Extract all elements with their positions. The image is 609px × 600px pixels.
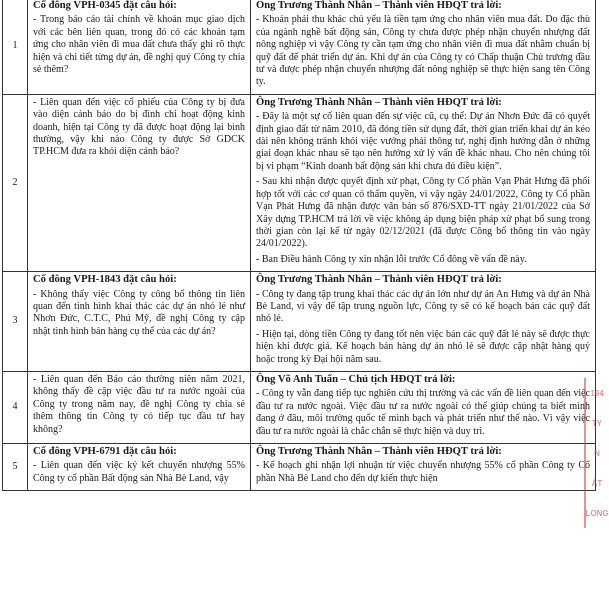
company-seal (584, 378, 608, 528)
question-cell (28, 371, 251, 443)
qa-table (2, 0, 596, 491)
answer-paragraph: - Sau khi nhận được quyết định xử phạt, Công ty Cổ phần Vạn Phát Hưng đã phối hợp tốt với các cơ quan có thẩm quyền, vì vậy ngày 24/01/2022, Công ty Cổ phần Vạn Phát Hưng đã nhận được văn bản số 876/SXD-TT ngày 21/01/2022 của Sở Xây dựng TP.HCM trả lời về việc không áp dụng biện pháp xử phạt bổ sung trong thời gian còn lại kể từ ngày 02/12/2021 (đã được Công bố thông tin vào ngày 24/01/2022). (256, 176, 590, 250)
question-cell (28, 444, 251, 491)
qa-row (3, 444, 596, 491)
answer-header: Ông Võ Anh Tuấn – Chủ tịch HĐQT trả lời: (256, 373, 456, 385)
row-number: 2 (3, 94, 28, 271)
seal-text: LONG (585, 508, 609, 518)
question-header: Cổ đông VPH-1843 đặt câu hỏi: (33, 274, 177, 286)
qa-row (3, 371, 596, 443)
question-cell (28, 0, 251, 94)
question-header: Cổ đông VPH-0345 đặt câu hỏi: (33, 0, 177, 11)
answer-cell (251, 272, 596, 372)
question-cell (28, 272, 251, 372)
answer-paragraph: - Hiện tại, dòng tiền Công ty đang tốt nên việc bán các quỹ đất lẻ này sẽ được thực hiện khi được giá. Kế hoạch bán hàng dự án nhỏ lẻ sẽ được cập nhật hàng quý hoặc trong kỳ Đại hội năm sau. (256, 328, 590, 365)
row-number: 3 (3, 272, 28, 372)
row-number: 4 (3, 371, 28, 443)
answer-header: Ông Trương Thành Nhân – Thành viên HĐQT trả lời: (256, 0, 502, 11)
answer-cell (251, 444, 596, 491)
row-number: 1 (3, 0, 28, 94)
question-cell (28, 94, 251, 271)
question-text: - Không thấy việc Công ty công bố thông tin liên quan đến tình hình khai thác các dự án nhỏ lẻ như Nhơn Đức, C.T.C, Phú Mỹ, đề nghị Công ty cập nhật tình hình bán hàng cụ thể của các dự án? (33, 288, 245, 337)
seal-text: ÁT (591, 478, 603, 488)
answer-paragraph: - Khoản phải thu khác chủ yếu là tiền tạm ứng cho nhân viên mua đất. Do đặc thù của ngành nghề bất động sản, Công ty chưa được phép nhận chuyển nhượng đất nông nghiệp vì vậy Công ty cần tạm ứng cho nhân viên đi mua đất nhằm chuẩn bị quỹ đất để phát triển dự án. Khi dự án của Công ty có Chấp thuận Chủ trương đầu tư và được phép nhận chuyển nhượng đất nông nghiệp sẽ thực hiện sang tên Công ty. (256, 14, 590, 88)
answer-paragraph: - Kế hoạch ghi nhận lợi nhuận từ việc chuyển nhượng 55% cổ phần Công ty Cổ phần Nhà Bè Land cho đến dự kiến thực hiện (256, 460, 590, 484)
answer-header: Ông Trương Thành Nhân – Thành viên HĐQT trả lời: (256, 446, 502, 457)
answer-paragraph: - Công ty đang tập trung khai thác các dự án lớn như dự án An Hưng và dự án Nhà Bè Land, vì vậy để tập trung nguồn lực, Công ty sẽ có kế hoạch bán các quỹ đất nhỏ lẻ. (256, 288, 590, 325)
question-text: - Trong báo cáo tài chính về khoản mục giao dịch với các bên liên quan, trong đó có các khoản tạm ứng cho nhân viên đi mua đất chưa thấy ghi rõ thực hiện và chi tiết từng dự án, đề nghị quý Công ty chia sẻ thêm? (33, 14, 245, 76)
seal-text: TY (591, 418, 603, 428)
answer-cell (251, 94, 596, 271)
answer-paragraph: - Công ty vẫn đang tiếp tục nghiên cứu thị trường và các vấn đề liên quan đến việc đầu tư ra nước ngoài. Việc đầu tư ra nước ngoài có thể giúp chúng ta biết mình đang ở đâu, môi trường quốc tế mình bạch và phát triển như thế nào. Vì vậy việc đầu tư ra nước ngoài là chắc chắn sẽ thực hiện và duy trì. (256, 388, 590, 437)
question-text: - Liên quan đến việc ký kết chuyển nhượng 55% Công ty cổ phần Bất động sản Nhà Bè Land, vậy (33, 460, 245, 484)
answer-paragraph: - Đây là một sự cố liên quan đến sự việc cũ, cụ thể: Dự án Nhơn Đức đã có quyết định giao đất từ năm 2010, đã đóng tiền sử dụng đất, thời gian triển khai dự án kéo dài nên không tránh khỏi việc vướng phải thông tư, nghị định hướng dẫn ở những giai đoạn khác nhau sẽ tạo nên hướng xử lý vấn đề khác nhau. Cho nên chúng tôi bị vi phạm “Kinh doanh bất động sản khi chưa đủ điều kiện”. (256, 111, 590, 172)
seal-text: N (594, 448, 600, 458)
qa-row (3, 0, 596, 94)
answer-header: Ông Trương Thành Nhân – Thành viên HĐQT trả lời: (256, 274, 502, 286)
qa-row (3, 94, 596, 271)
question-text: - Liên quan đến việc cổ phiếu của Công ty bị đưa vào diện cảnh báo do bị đình chỉ hoạt động kinh doanh, hiện tại Công ty đã được hoạt động lại bình thường, vậy khi nào Công ty được Sở GDCK TP.HCM đưa ra khỏi diện cảnh báo? (33, 96, 245, 158)
qa-row (3, 272, 596, 372)
answer-paragraph: - Ban Điều hành Công ty xin nhận lỗi trước Cổ đông về vấn đề này. (256, 253, 527, 265)
answer-cell (251, 371, 596, 443)
answer-header: Ông Trương Thành Nhân – Thành viên HĐQT trả lời: (256, 96, 502, 108)
question-header: Cổ đông VPH-6791 đặt câu hỏi: (33, 446, 177, 457)
answer-cell (251, 0, 596, 94)
question-text: - Liên quan đến Báo cáo thường niên năm 2021, không thấy đề cập việc đầu tư ra nước ngoài của Công ty trong năm nay, đề nghị Công ty chia sẻ thêm thông tin Công ty có tiếp tục đầu tư hay không? (33, 373, 245, 435)
row-number: 5 (3, 444, 28, 491)
seal-text: 194 (590, 388, 604, 398)
